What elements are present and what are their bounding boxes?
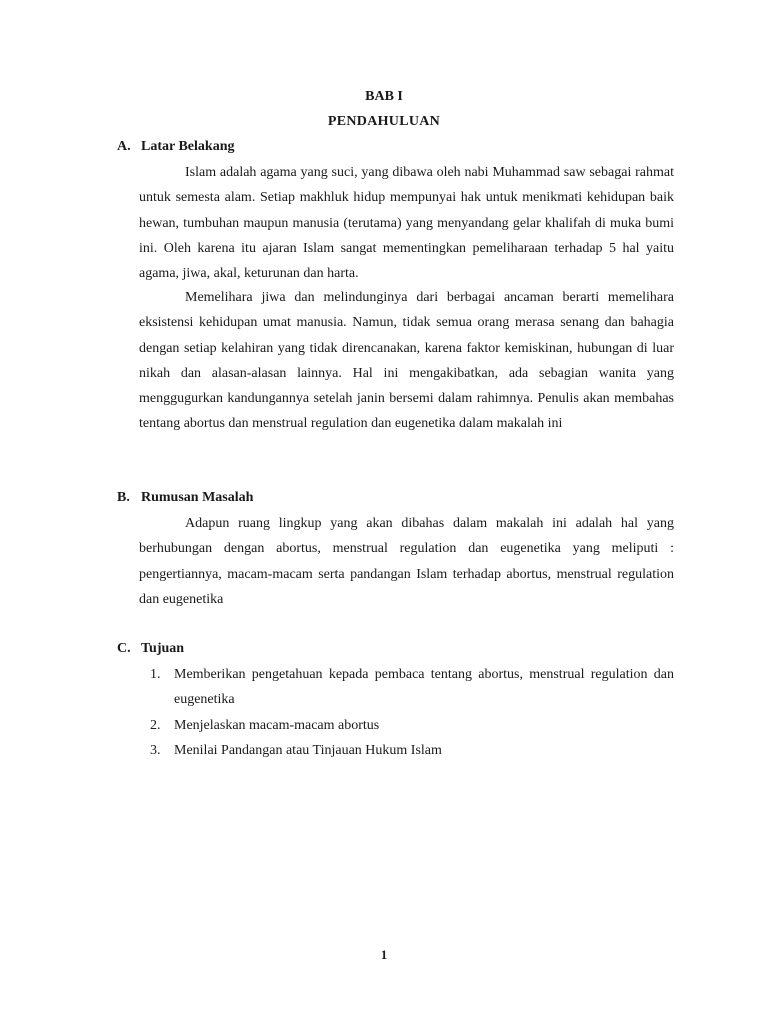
list-item	[150, 662, 674, 713]
list-item-number: 3.	[150, 742, 161, 758]
section-letter: A.	[117, 139, 131, 154]
paragraph-latar-belakang-1: Islam adalah agama yang suci, yang dibawa oleh nabi Muhammad saw sebagai rahmat untuk semesta alam. Setiap makhluk hidup mempunyai hak untuk menikmati kehidupan baik hewan, tumbuhan maupun manusia (terutama) yang menyandang gelar khalifah di muka bumi ini. Oleh karena itu ajaran Islam sangat mementingkan pemeliharaan terhadap 5 hal yaitu agama, jiwa, akal, keturunan dan harta.	[139, 165, 674, 282]
section-letter: C.	[117, 641, 131, 656]
section-title: Tujuan	[141, 641, 185, 656]
list-item	[150, 713, 674, 738]
section-heading-tujuan	[117, 640, 184, 658]
page-number: 1	[380, 947, 388, 962]
section-heading-latar-belakang	[117, 138, 234, 156]
chapter-title: PENDAHULUAN	[327, 114, 441, 129]
section-title: Rumusan Masalah	[141, 490, 254, 505]
paragraph-rumusan-masalah: Adapun ruang lingkup yang akan dibahas dalam makalah ini adalah hal yang berhubungan dengan abortus, menstrual regulation dan eugenetika yang meliputi : pengertiannya, macam-macam serta pandangan Islam terhadap abortus, menstrual regulation dan eugenetika	[139, 516, 674, 607]
paragraph-latar-belakang-2: Memelihara jiwa dan melindunginya dari berbagai ancaman berarti memelihara eksistensi kehidupan umat manusia. Namun, tidak semua orang merasa senang dan bahagia dengan setiap kelahiran yang tidak direncanakan, karena faktor kemiskinan, hubungan di luar nikah dan alasan-alasan lainnya. Hal ini mengakibatkan, ada sebagian wanita yang menggugurkan kandungannya setelah janin bersemi dalam rahimnya. Penulis akan membahas tentang abortus dan menstrual regulation dan eugenetika dalam makalah ini	[139, 290, 674, 432]
section-title: Latar Belakang	[141, 139, 235, 154]
list-item-number: 2.	[150, 717, 161, 733]
section-heading-rumusan-masalah	[117, 489, 253, 507]
tujuan-list	[150, 662, 674, 763]
list-item-text: Menilai Pandangan atau Tinjauan Hukum Islam	[174, 742, 442, 758]
section-letter: B.	[117, 490, 130, 505]
chapter-number: BAB I	[365, 89, 403, 104]
list-item-text: Memberikan pengetahuan kepada pembaca tentang abortus, menstrual regulation dan eugenetika	[174, 667, 674, 708]
list-item-number: 1.	[150, 667, 161, 682]
list-item	[150, 738, 674, 763]
list-item-text: Menjelaskan macam-macam abortus	[174, 717, 380, 733]
